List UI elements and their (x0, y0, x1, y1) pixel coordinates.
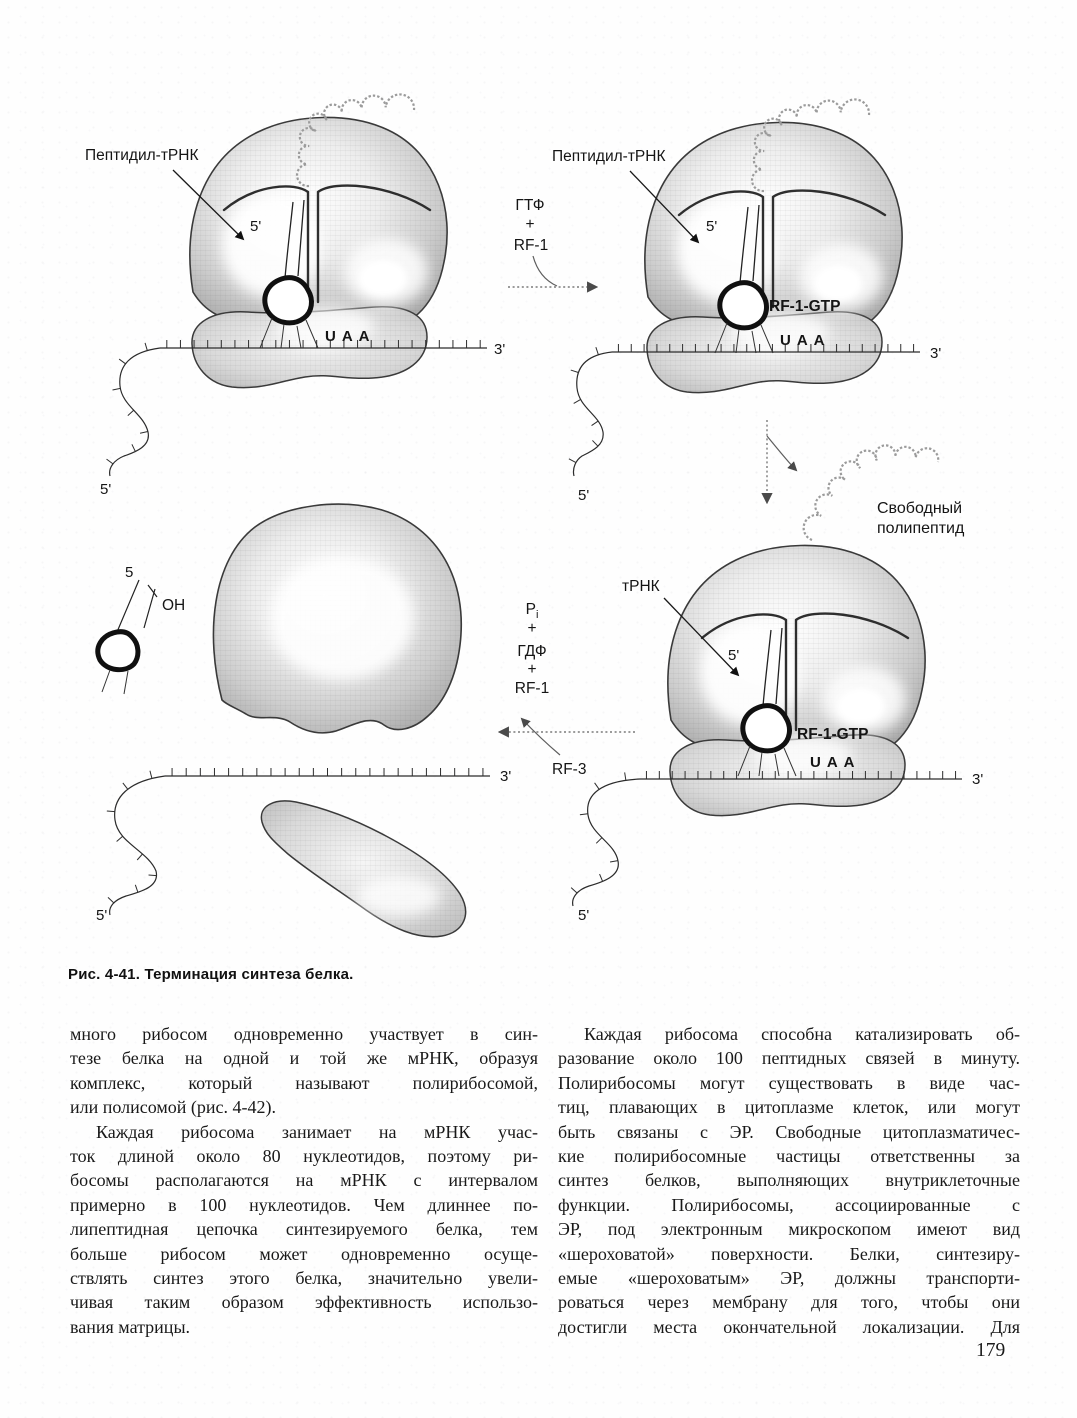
mrna-tick (135, 885, 138, 893)
mrna-tick (592, 421, 599, 426)
mrna-tick (123, 783, 128, 789)
text-line: «шероховатой» поверхности. Белки, синтезиру- (558, 1243, 1020, 1264)
label-trna-d: тРНК (622, 578, 660, 595)
mrna-tick (571, 888, 577, 893)
label-five-prime-inner-d: 5' (728, 647, 740, 664)
reaction-curve-1 (533, 256, 557, 286)
label-five-prime-tail-a: 5' (100, 481, 112, 498)
mrna-tick (595, 783, 600, 790)
mrna-tick (574, 399, 581, 403)
text-line: кие полирибосомные частицы ответственны за (558, 1146, 1020, 1167)
label-rf3: RF-3 (552, 761, 587, 778)
label-plus-1: + (525, 216, 535, 233)
text-line: больше рибосом может одновременно осуще- (70, 1243, 538, 1264)
text-line: чивая таким образом эффективность использо- (70, 1292, 538, 1313)
label-rf1: RF-1 (513, 237, 549, 254)
mrna-tick (569, 459, 576, 463)
ribosome-top-left (190, 117, 447, 387)
text-line: синтез белков, выполняющих внутриклеточные (558, 1170, 1020, 1191)
mrna-tick (150, 771, 152, 779)
mrna-tick (140, 432, 148, 434)
label-five-prime-inner-b: 5' (706, 218, 718, 235)
mrna-tick (571, 370, 579, 372)
label-three-prime-d: 3' (972, 771, 984, 788)
label-three-prime-a: 3' (494, 341, 506, 358)
mrna-tick (119, 359, 125, 364)
label-free-polypeptide-1: Свободный (877, 500, 963, 517)
mrna-tick (600, 874, 603, 881)
mrna-tail-c (110, 776, 165, 915)
text-line: функции. Полирибосомы, ассоциированные с (558, 1194, 1020, 1215)
label-peptidyl-trna-b: Пептидил-тРНК (552, 148, 666, 165)
text-line: тиц, плавающих в цитоплазме клеток, или могут (558, 1097, 1020, 1118)
label-three-prime-b: 3' (930, 345, 942, 362)
label-plus-3: + (527, 661, 537, 678)
text-line: тезе белка на одной и той же мРНК, образуя (70, 1048, 538, 1069)
mrna-tail-b (573, 352, 612, 476)
mrna-tick (149, 875, 157, 876)
text-line: вания матрицы. (70, 1316, 191, 1337)
mrna-tick (596, 838, 602, 844)
label-codon-uaa-d: UAA (810, 754, 861, 771)
body-column-left (70, 1022, 538, 1339)
text-line: емые «шероховатым» ЭР, должны транспорти- (558, 1268, 1020, 1289)
mrna-tail-a (110, 348, 160, 476)
text-line: Полирибосомы могут существовать в виде час- (558, 1072, 1020, 1093)
label-rf1-gtp-b: RF-1-GTP (769, 298, 841, 315)
mrna-tick (610, 861, 618, 862)
text-line: много рибосом одновременно участвует в син- (70, 1024, 538, 1044)
label-three-prime-c: 3' (500, 768, 512, 785)
text-line: достигли места окончательной локализации. Для (558, 1316, 1020, 1337)
mrna-tick (625, 772, 626, 780)
spacer (515, 707, 522, 717)
text-line: быть связаны с ЭР. Свободные цитоплазматичес- (558, 1121, 1020, 1142)
label-five-c: 5 (125, 564, 134, 581)
text-line: босомы располагаются на мРНК с интервалом (70, 1170, 538, 1191)
mrna-tick (113, 388, 121, 390)
mrna-tick (107, 459, 113, 464)
branch-arrow-release (767, 436, 796, 470)
text-line: комплекс, который называют полирибосомой, (70, 1072, 538, 1093)
mrna-tick (108, 897, 114, 903)
label-five-prime-tail-d: 5' (578, 907, 590, 924)
large-subunit-free (213, 504, 461, 733)
label-gdp: ГДФ (517, 643, 547, 660)
text-line: липептидная цепочка синтезируемого белка, тем (70, 1219, 538, 1240)
mrna-tick (596, 347, 599, 355)
mrna-tick (592, 440, 598, 446)
text-line: Каждая рибосома занимает на мРНК учас- (96, 1121, 538, 1142)
figure-caption: Рис. 4-41. Терминация синтеза белка. (68, 966, 354, 983)
label-codon-uaa-a: UAA (325, 328, 376, 345)
mrna-tick (117, 836, 123, 841)
free-trna-arms (117, 580, 157, 632)
mrna-tail-d (573, 779, 640, 906)
mrna-tick (145, 343, 147, 351)
label-peptidyl-trna-a: Пептидил-тРНК (85, 147, 199, 164)
body-column-right (558, 1022, 1020, 1339)
text-line: ток длиной около 80 нуклеотидов, поэтому ри- (70, 1146, 538, 1167)
small-subunit-free (261, 801, 465, 937)
label-pi: $P_i$ (525, 601, 539, 621)
free-trna-anticodon-lines (102, 670, 128, 694)
rf3-curve-up (522, 719, 560, 755)
ribosome-bottom-right (668, 545, 925, 815)
text-line: ЭР, под электронным микроскопом имеют вид (558, 1219, 1020, 1240)
label-free-polypeptide-2: полипептид (877, 520, 965, 537)
label-plus-2: + (527, 620, 537, 637)
free-trna-loop (98, 632, 138, 670)
mrna-tick (132, 444, 135, 451)
label-five-prime-tail-b: 5' (578, 487, 590, 504)
label-five-prime-inner-a: 5' (250, 218, 262, 235)
label-gtp: ГТФ (515, 197, 545, 214)
text-line: ствлять синтез этого белка, значительно увели- (70, 1268, 538, 1289)
label-oh-c: OH (162, 597, 186, 614)
mrna-tick (137, 854, 142, 860)
mrna-tick (107, 811, 115, 812)
mrna-tick (128, 410, 134, 415)
text-line: роваться через мембрану для того, чтобы они (558, 1292, 1020, 1313)
page-number: 179 (976, 1340, 1006, 1361)
text-line: разование около 100 пептидных связей в минуту. (558, 1048, 1020, 1069)
text-line: или полисомой (рис. 4-42). (70, 1097, 277, 1118)
label-rf1-2: RF-1 (514, 680, 550, 697)
mrna-tick (580, 814, 588, 815)
label-five-prime-tail-c: 5' (96, 907, 108, 924)
text-line: Каждая рибосома способна катализировать об- (584, 1024, 1020, 1044)
text-line: примерно в 100 нуклеотидов. Чем длиннее по- (70, 1194, 538, 1215)
label-codon-uaa-b: UAA (780, 332, 831, 349)
label-rf1-gtp-d: RF-1-GTP (797, 726, 869, 743)
